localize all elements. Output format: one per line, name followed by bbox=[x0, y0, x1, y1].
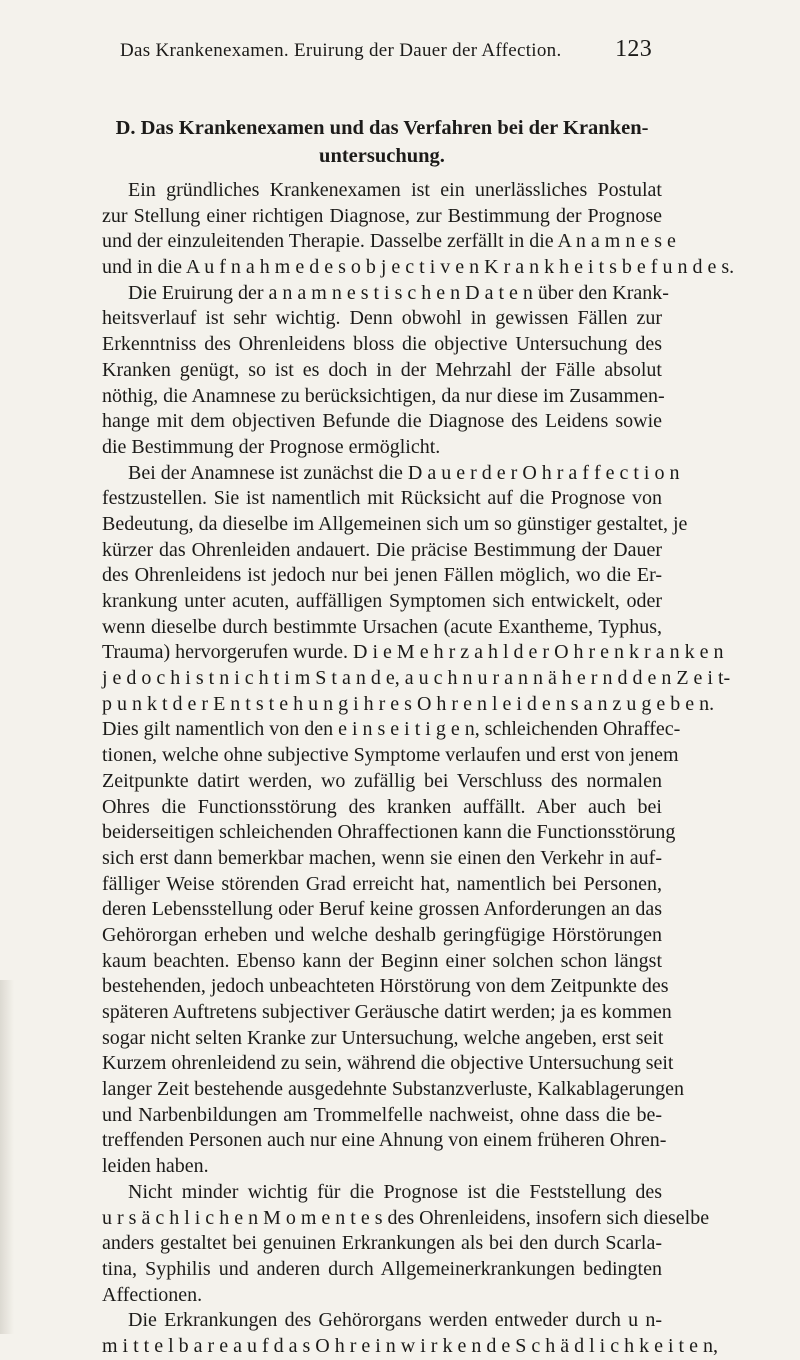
text-line: hange mit dem objectiven Befunde die Diagnose des Leidens sowie bbox=[102, 410, 662, 433]
running-title: Das Krankenexamen. Eruirung der Dauer der Affection. bbox=[120, 40, 562, 61]
text-line: kaum beachten. Ebenso kann der Beginn einer solchen schon längst bbox=[102, 949, 662, 972]
text-line: m i t t e l b a r e a u f d a s O h r e i n w i r k e n d e S c h ä d l i c h k e i t e n, bbox=[102, 1334, 718, 1357]
text-line: Dies gilt namentlich von den e i n s e i t i g e n, schleichenden Ohraffec- bbox=[102, 718, 681, 741]
section-heading-line: untersuchung. bbox=[319, 145, 445, 167]
text-line: Gehörorgan erheben und welche deshalb geringfügige Hörstörungen bbox=[102, 923, 662, 946]
page-edge-shadow bbox=[0, 980, 14, 1334]
text-line: fälliger Weise störenden Grad erreicht hat, namentlich bei Personen, bbox=[102, 872, 662, 895]
text-line: treffenden Personen auch nur eine Ahnung von einem früheren Ohren- bbox=[102, 1129, 667, 1152]
text-line: leiden haben. bbox=[102, 1155, 209, 1178]
running-header bbox=[120, 36, 652, 66]
text-line: Die Eruirung der a n a m n e s t i s c h e n D a t e n über den Krank- bbox=[128, 281, 669, 304]
text-line: sich erst dann bemerkbar machen, wenn sie einen den Verkehr in auf- bbox=[102, 846, 662, 869]
text-line: wenn dieselbe durch bestimmte Ursachen (acute Exantheme, Typhus, bbox=[102, 615, 662, 638]
text-line: heitsverlauf ist sehr wichtig. Denn obwohl in gewissen Fällen zur bbox=[102, 307, 662, 330]
text-line: Ein gründliches Krankenexamen ist ein unerlässliches Postulat bbox=[128, 179, 662, 201]
text-line: Nicht minder wichtig für die Prognose ist die Feststellung des bbox=[128, 1180, 662, 1203]
text-line: zur Stellung einer richtigen Diagnose, zur Bestimmung der Prognose bbox=[102, 204, 662, 227]
text-line: Zeitpunkte datirt werden, wo zufällig bei Verschluss des normalen bbox=[102, 769, 662, 792]
text-line: Die Erkrankungen des Gehörorgans werden entweder durch u n- bbox=[128, 1309, 662, 1332]
text-line: und der einzuleitenden Therapie. Dasselbe zerfällt in die A n a m n e s e bbox=[102, 230, 676, 253]
text-line: Kranken genügt, so ist es doch in der Mehrzahl der Fälle absolut bbox=[102, 358, 662, 381]
text-line: bestehenden, jedoch unbeachteten Hörstörung von dem Zeitpunkte des bbox=[102, 975, 669, 998]
page-number: 123 bbox=[615, 36, 652, 62]
text-line: Ohres die Functionsstörung des kranken auffällt. Aber auch bei bbox=[102, 795, 662, 818]
text-line: u r s ä c h l i c h e n M o m e n t e s des Ohrenleidens, insofern sich dieselbe bbox=[102, 1206, 710, 1229]
text-line: Trauma) hervorgerufen wurde. D i e M e h r z a h l d e r O h r e n k r a n k e n bbox=[102, 641, 724, 664]
text-line: des Ohrenleidens ist jedoch nur bei jenen Fällen möglich, wo die Er- bbox=[102, 564, 662, 587]
text-line: tionen, welche ohne subjective Symptome verlaufen und erst von jenem bbox=[102, 744, 679, 767]
text-line: Erkenntniss des Ohrenleidens bloss die objective Untersuchung des bbox=[102, 333, 662, 356]
section-heading-line: D. Das Krankenexamen und das Verfahren bei der Kranken- bbox=[115, 117, 649, 139]
body-text bbox=[102, 178, 735, 1360]
text-line: sogar nicht selten Kranke zur Untersuchung, welche angeben, erst seit bbox=[102, 1026, 664, 1049]
text-line: nöthig, die Anamnese zu berücksichtigen, da nur diese im Zusammen- bbox=[102, 384, 665, 407]
text-line: und in die A u f n a h m e d e s o b j e c t i v e n K r a n k h e i t s b e f u n d e s. bbox=[102, 256, 735, 279]
text-line: späteren Auftretens subjectiver Geräusche datirt werden; ja es kommen bbox=[102, 1001, 672, 1023]
text-line: deren Lebensstellung oder Beruf keine grossen Anforderungen an das bbox=[102, 898, 662, 921]
text-line: die Bestimmung der Prognose ermöglicht. bbox=[102, 435, 441, 458]
text-line: j e d o c h i s t n i c h t i m S t a n d e, a u c h n u r a n n ä h e r n d d e n Z e i t- bbox=[102, 667, 731, 690]
section-heading bbox=[102, 114, 662, 170]
text-line: tina, Syphilis und anderen durch Allgemeinerkrankungen bedingten bbox=[102, 1257, 662, 1280]
text-line: festzustellen. Sie ist namentlich mit Rücksicht auf die Prognose von bbox=[102, 487, 662, 510]
text-line: anders gestaltet bei genuinen Erkrankungen als bei den durch Scarla- bbox=[102, 1232, 662, 1255]
text-line: Affectionen. bbox=[102, 1283, 203, 1306]
text-line: beiderseitigen schleichenden Ohraffectionen kann die Functionsstörung bbox=[102, 821, 676, 844]
text-line: Bedeutung, da dieselbe im Allgemeinen sich um so günstiger gestaltet, je bbox=[102, 512, 688, 535]
text-line: krankung unter acuten, auffälligen Symptomen sich entwickelt, oder bbox=[102, 590, 662, 612]
text-line: Bei der Anamnese ist zunächst die D a u e r d e r O h r a f f e c t i o n bbox=[128, 461, 680, 484]
text-line: Kurzem ohrenleidend zu sein, während die objective Untersuchung seit bbox=[102, 1052, 674, 1075]
text-line: kürzer das Ohrenleiden andauert. Die präcise Bestimmung der Dauer bbox=[102, 538, 662, 561]
text-line: langer Zeit bestehende ausgedehnte Substanzverluste, Kalkablagerungen bbox=[102, 1078, 685, 1101]
text-line: p u n k t d e r E n t s t e h u n g i h r e s O h r e n l e i d e n s a n z u g e b e n. bbox=[102, 692, 715, 715]
text-line: und Narbenbildungen am Trommelfelle nachweist, ohne dass die be- bbox=[102, 1103, 662, 1126]
